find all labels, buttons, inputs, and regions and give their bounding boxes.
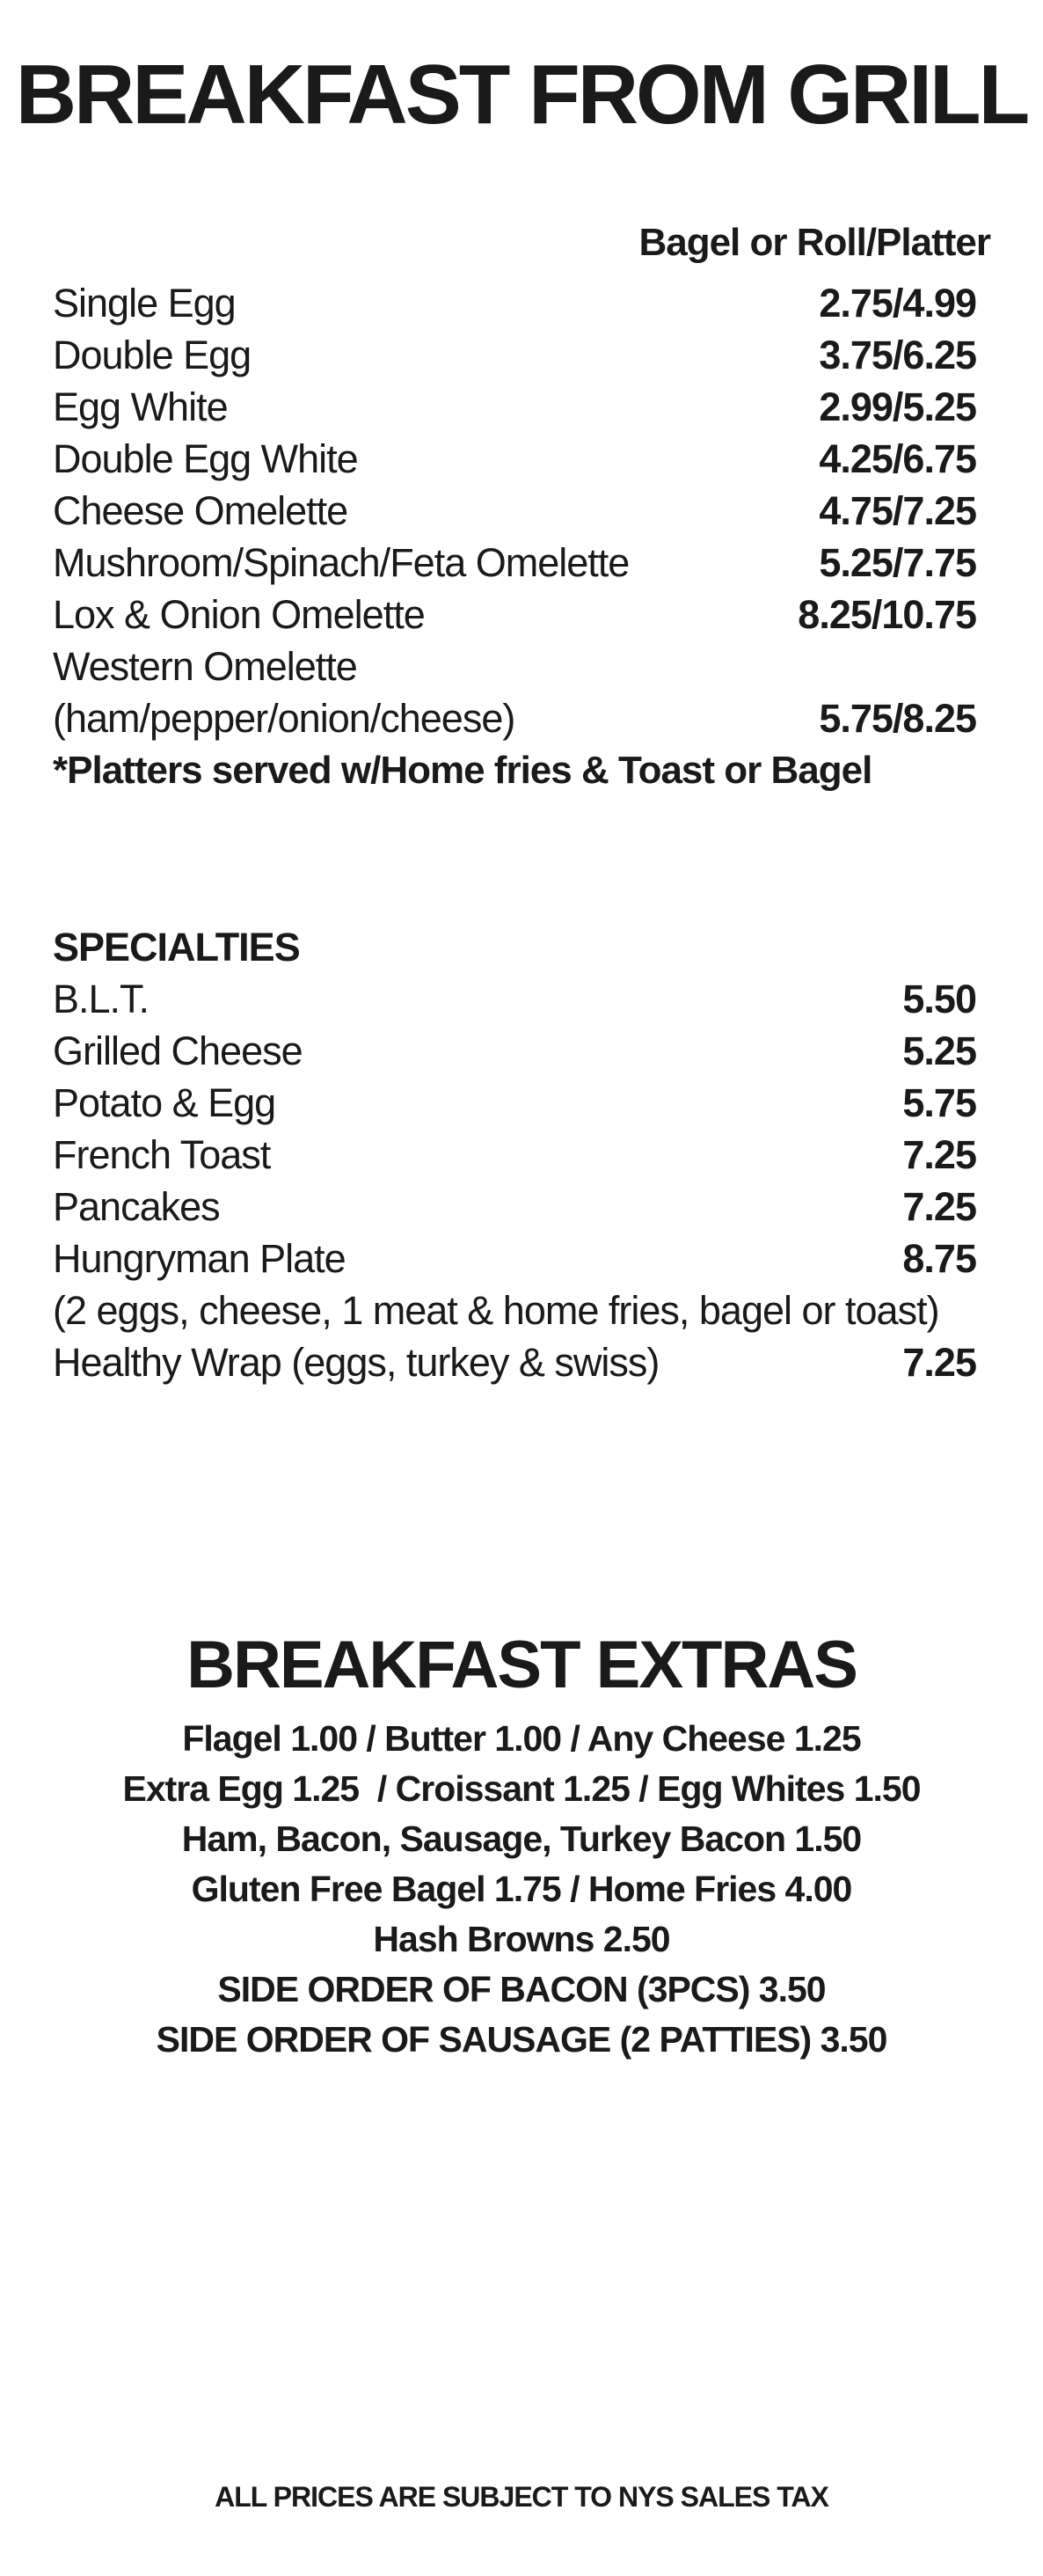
menu-item [53, 1025, 985, 1077]
item-price: 2.75/4.99 [819, 280, 976, 326]
item-price: 4.75/7.25 [819, 487, 976, 533]
extras-line: Ham, Bacon, Sausage, Turkey Bacon 1.50 [181, 1819, 862, 1859]
menu-item [53, 537, 985, 589]
item-name: Healthy Wrap (eggs, turkey & swiss) [53, 1339, 660, 1385]
tax-notice: ALL PRICES ARE SUBJECT TO NYS SALES TAX [215, 2481, 828, 2513]
item-name: Lox & Onion Omelette [53, 591, 425, 637]
item-price: 5.75/8.25 [819, 695, 976, 741]
item-name: B.L.T. [53, 976, 150, 1021]
extras-line: Hash Browns 2.50 [373, 1919, 670, 1959]
item-name: Western Omelette [53, 643, 357, 689]
menu-item [53, 1181, 985, 1233]
menu-item [53, 485, 985, 537]
menu-item [53, 640, 985, 692]
item-name: Double Egg White [53, 435, 358, 481]
item-price: 3.75/6.25 [819, 332, 976, 377]
extras-title: BREAKFAST EXTRAS [186, 1628, 857, 1702]
item-name: Mushroom/Spinach/Feta Omelette [53, 539, 630, 585]
item-price: 5.75 [902, 1079, 976, 1125]
menu-item [53, 433, 985, 485]
extras-list [0, 1714, 1043, 2065]
extras-line: Flagel 1.00 / Butter 1.00 / Any Cheese 1.25 [182, 1718, 861, 1759]
item-name: Potato & Egg [53, 1079, 276, 1125]
specialties-heading: SPECIALTIES [53, 924, 300, 970]
item-price: 2.99/5.25 [819, 384, 976, 429]
extras-line: SIDE ORDER OF SAUSAGE (2 PATTIES) 3.50 [156, 2019, 887, 2060]
menu-item [53, 329, 985, 381]
platter-note: *Platters served w/Home fries & Toast or Bagel [53, 748, 872, 792]
item-price: 5.25 [902, 1028, 976, 1073]
extras-line: SIDE ORDER OF BACON (3PCS) 3.50 [217, 1969, 826, 2009]
menu-item [53, 1284, 985, 1336]
item-name: Double Egg [53, 332, 252, 377]
item-price: 7.25 [902, 1131, 976, 1177]
item-name: (ham/pepper/onion/cheese) [53, 695, 515, 741]
item-price: 8.25/10.75 [798, 591, 976, 637]
page-title: BREAKFAST FROM GRILL [15, 48, 1028, 142]
item-price: 7.25 [902, 1183, 976, 1229]
menu-item [53, 1336, 985, 1388]
menu-item [53, 381, 985, 433]
item-name: Hungryman Plate [53, 1235, 346, 1281]
item-name: Egg White [53, 384, 228, 429]
menu-item [53, 277, 985, 329]
item-price: 4.25/6.75 [819, 435, 976, 481]
item-price: 5.25/7.75 [819, 539, 976, 585]
menu-item [53, 589, 985, 640]
grill-menu-list [53, 277, 985, 796]
item-name: Pancakes [53, 1183, 220, 1229]
item-price: 5.50 [902, 976, 976, 1021]
item-name: Grilled Cheese [53, 1028, 303, 1073]
menu-item [53, 973, 985, 1025]
item-price: 7.25 [902, 1339, 976, 1385]
item-name: (2 eggs, cheese, 1 meat & home fries, bagel or toast) [53, 1287, 939, 1333]
menu-item [53, 1129, 985, 1181]
column-header: Bagel or Roll/Platter [638, 221, 990, 264]
item-price: 8.75 [902, 1235, 976, 1281]
specialties-menu-list [53, 921, 985, 1388]
extras-line: Gluten Free Bagel 1.75 / Home Fries 4.00 [191, 1869, 852, 1909]
item-name: French Toast [53, 1131, 271, 1177]
extras-line: Extra Egg 1.25 / Croissant 1.25 / Egg Whites 1.50 [122, 1768, 921, 1809]
item-name: Cheese Omelette [53, 487, 348, 533]
item-name: Single Egg [53, 280, 236, 326]
menu-item [53, 1233, 985, 1284]
menu-item [53, 692, 985, 744]
menu-item [53, 1077, 985, 1129]
